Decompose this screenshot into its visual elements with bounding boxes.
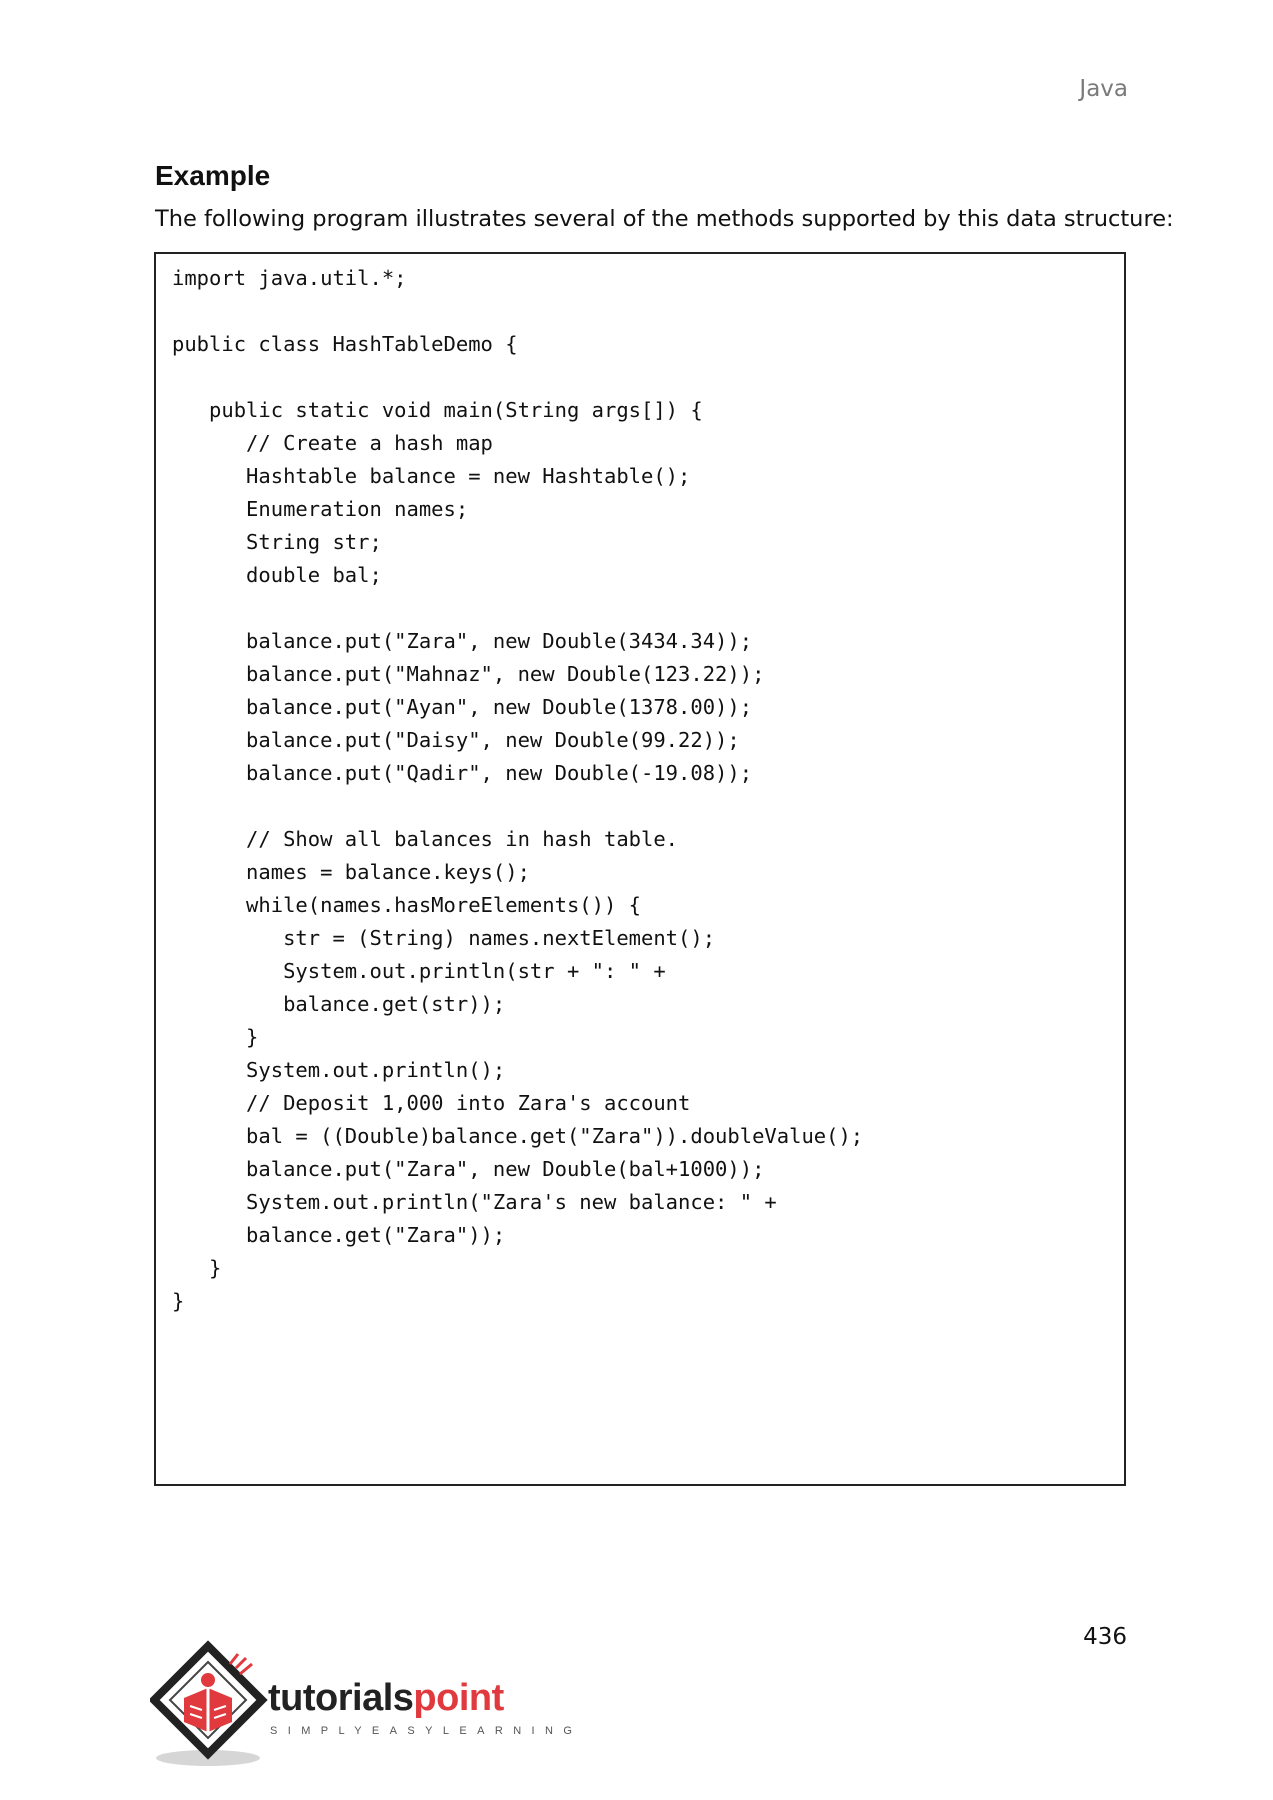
code-line: System.out.println(); [172, 1058, 506, 1082]
code-line: System.out.println("Zara's new balance: " + [172, 1190, 777, 1214]
code-line: bal = ((Double)balance.get("Zara")).doubleValue(); [172, 1124, 864, 1148]
code-line: balance.get(str)); [172, 992, 506, 1016]
tutorialspoint-logo [150, 1640, 583, 1770]
code-line: // Show all balances in hash table. [172, 827, 679, 851]
code-line: Enumeration names; [172, 497, 469, 521]
code-line: } [172, 1256, 222, 1280]
page-number: 436 [1083, 1624, 1127, 1650]
intro-paragraph: The following program illustrates several of the methods supported by this data structure: [155, 206, 1174, 232]
code-line: // Create a hash map [172, 431, 493, 455]
logo-diamond-icon [150, 1640, 270, 1770]
logo-word-tutorials: tutorials [268, 1677, 414, 1719]
logo-wordmark [268, 1678, 504, 1718]
code-line: } [172, 1025, 259, 1049]
code-line: balance.put("Ayan", new Double(1378.00)); [172, 695, 753, 719]
running-header: Java [1079, 76, 1128, 102]
code-line: balance.put("Mahnaz", new Double(123.22)); [172, 662, 765, 686]
code-line: names = balance.keys(); [172, 860, 530, 884]
code-line: import java.util.*; [172, 266, 407, 290]
section-heading: Example [155, 160, 271, 191]
code-line: while(names.hasMoreElements()) { [172, 893, 641, 917]
code-line: balance.put("Zara", new Double(bal+1000)); [172, 1157, 765, 1181]
code-line: balance.put("Daisy", new Double(99.22)); [172, 728, 740, 752]
code-line: balance.put("Qadir", new Double(-19.08)); [172, 761, 753, 785]
code-line: balance.get("Zara")); [172, 1223, 506, 1247]
logo-word-point: point [413, 1677, 504, 1719]
code-line: public class HashTableDemo { [172, 332, 518, 356]
code-line: // Deposit 1,000 into Zara's account [172, 1091, 691, 1115]
code-line: String str; [172, 530, 382, 554]
code-block [154, 252, 1126, 1486]
code-line: System.out.println(str + ": " + [172, 959, 666, 983]
code-line: Hashtable balance = new Hashtable(); [172, 464, 691, 488]
code-line: } [172, 1289, 185, 1313]
logo-tagline: SIMPLYEASYLEARNING [270, 1725, 583, 1737]
code-line: balance.put("Zara", new Double(3434.34)); [172, 629, 753, 653]
code-line: public static void main(String args[]) { [172, 398, 703, 422]
code-line: double bal; [172, 563, 382, 587]
code-line: str = (String) names.nextElement(); [172, 926, 716, 950]
